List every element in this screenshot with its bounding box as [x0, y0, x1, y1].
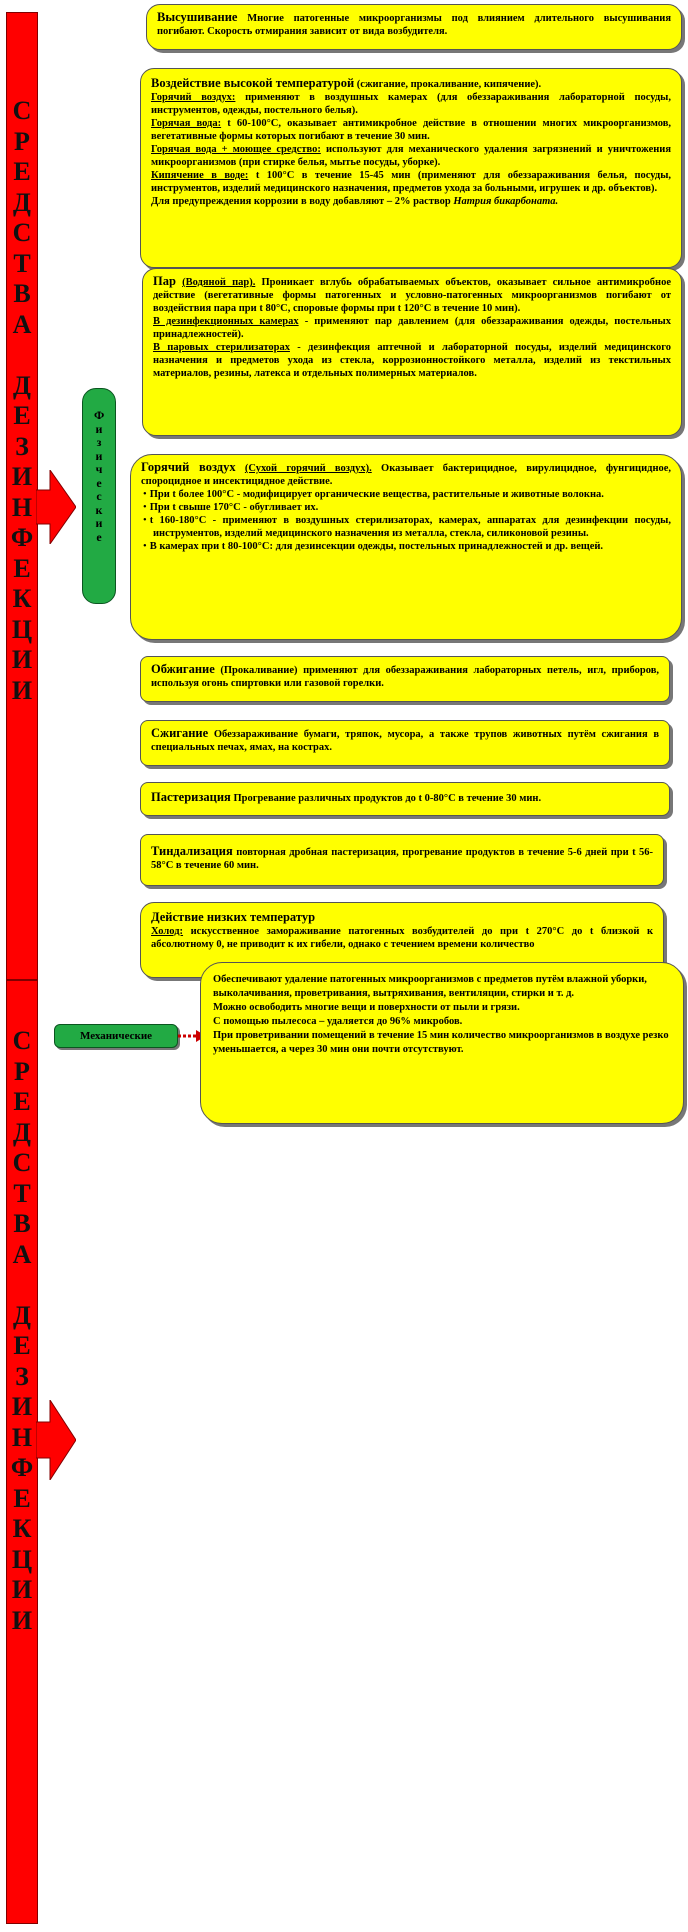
- corrosion-substance: Натрия бикарбоната.: [453, 196, 559, 207]
- box-drying-text: Многие патогенные микроорганизмы под влиянием длительного высушивания погибают. Скорость отмирания зависит от вида возбудителя.: [157, 13, 671, 37]
- disinfection-chambers-text: - применяют пар давлением (для обеззараживания одежды, постельных принадлежностей).: [153, 316, 672, 340]
- hot-water-text: t 60-100°С, оказывает антимикробное действие в отношении многих микроорганизмов, вегетативные формы которых погибают в течение 30 мин.: [151, 118, 672, 142]
- boiling-label: Кипячение в воде:: [151, 170, 249, 181]
- steam-sterilizers-label: В паровых стерилизаторах: [153, 342, 290, 353]
- category-mechanical: [54, 1024, 178, 1048]
- box-flaming-title: Обжигание: [151, 662, 215, 676]
- steam-text-1: Проникает вглубь обрабатываемых объектов, оказывает сильное антимикробное действие (вегетативные формы патогенных и условно-патогенных микроорганизмов погибают от воздействия пара при t 80°С, споровые формы при t 120°С в течение 10 мин).: [153, 277, 671, 314]
- box-steam-title: Пар: [153, 274, 176, 288]
- banner-top-label: С Р Е Д С Т В А Д Е З И Н Ф Е К Ц И И: [10, 96, 34, 705]
- box-tyndallization-text: повторная дробная пастеризация, прогревание продуктов в течение 5-6 дней при t 56-58°С в течение 60 мин.: [151, 847, 653, 871]
- box-pasteurization-text: Прогревание различных продуктов до t 0-80°С в течение 30 мин.: [233, 793, 542, 804]
- box-tyndallization: [140, 834, 664, 886]
- box-burning-title: Сжигание: [151, 726, 209, 740]
- steam-sterilizers-text: - дезинфекция аптечной и лабораторной посуды, изделий медицинского назначения и предметов ухода из стекла, коррозионностойкого металла, изделий из текстильных материалов, резины, латекса и отдельных полимерных материалов.: [153, 342, 671, 379]
- box-low-temp-title: Действие низких температур: [151, 910, 316, 924]
- dry-air-list: [141, 488, 671, 553]
- category-mechanical-label: Механические: [79, 1030, 153, 1042]
- hot-water-label: Горячая вода:: [151, 118, 222, 129]
- list-item: • В камерах при t 80-100°С: для дезинсекции одежды, постельных принадлежностей и др. вещей.: [153, 540, 671, 553]
- arrow-right-icon: [36, 1400, 76, 1480]
- box-pasteurization-title: Пастеризация: [151, 790, 231, 804]
- hot-water-plus-text: используют для механического удаления загрязнений и уничтожения микроорганизмов (при стирке белья, мытье посуды, уборке).: [151, 144, 672, 168]
- box-high-temp-note: (сжигание, прокаливание, кипячение).: [356, 79, 542, 90]
- corrosion-text: Для предупреждения коррозии в воду добавляют – 2% раствор: [151, 196, 451, 207]
- list-item: • При t более 100°С - модифицирует органические вещества, растительные и животные волокна.: [153, 488, 671, 501]
- hot-air-text: применяют в воздушных камерах (для обеззараживания лабораторной посуды, инструментов, одежды, постельного белья).: [151, 92, 671, 116]
- category-physical: [82, 388, 116, 604]
- box-burning-text: Обеззараживание бумаги, тряпок, мусора, а также трупов животных путём сжигания в специальных печах, ямах, на кострах.: [151, 729, 660, 753]
- box-dry-air-note: (Сухой горячий воздух).: [244, 463, 372, 474]
- box-flaming-text: (Прокаливание) применяют для обеззараживания лабораторных петель, игл, приборов, используя огонь спиртовки или газовой горелки.: [151, 665, 659, 689]
- category-physical-label: Физические: [94, 408, 105, 544]
- box-drying-title: Высушивание: [157, 10, 238, 24]
- hot-water-plus-label: Горячая вода + моющее средство:: [151, 144, 321, 155]
- cold-label: Холод:: [151, 926, 184, 937]
- banner-bottom-label: С Р Е Д С Т В А Д Е З И Н Ф Е К Ц И И: [10, 1026, 34, 1635]
- mechanical-line-4: При проветривании помещений в течение 15 мин количество микроорганизмов в воздухе резко уменьшается, а через 30 мин они почти отсутствуют.: [213, 1030, 669, 1055]
- box-mechanical: [200, 962, 684, 1124]
- mechanical-line-1: Обеспечивают удаление патогенных микроорганизмов с предметов путём влажной уборки, выколачивания, проветривания, вытряхивания, вентиляции, стирки и т. д.: [213, 974, 647, 999]
- mechanical-line-3: С помощью пылесоса – удаляется до 96% микробов.: [213, 1016, 463, 1027]
- box-high-temperature: [140, 68, 682, 268]
- hot-air-label: Горячий воздух:: [151, 92, 236, 103]
- box-flaming: [140, 656, 670, 702]
- disinfection-chambers-label: В дезинфекционных камерах: [153, 316, 299, 327]
- mechanical-line-2: Можно освободить многие вещи и поверхности от пыли и грязи.: [213, 1002, 520, 1013]
- box-tyndallization-title: Тиндализация: [151, 844, 233, 858]
- box-high-temp-title: Воздействие высокой температурой: [151, 76, 355, 90]
- list-item: • При t свыше 170°С - обугливает их.: [153, 501, 671, 514]
- box-dry-air-title: Горячий воздух: [141, 460, 236, 474]
- box-dry-air: [130, 454, 682, 640]
- box-burning: [140, 720, 670, 766]
- box-low-temp-text: искусственное замораживание патогенных возбудителей до при t 270°С до t близкой к абсолютному 0, не приводит к их гибели, однако с течением времени количество: [151, 926, 653, 950]
- box-steam-note: (Водяной пар).: [182, 277, 256, 288]
- boiling-text: t 100°С в течение 15-45 мин (применяют для обеззараживания белья, посуды, инструментов, изделий медицинского назначения, предметов ухода за больными, игрушек и др. объектов).: [151, 170, 672, 194]
- list-item: • t 160-180°С - применяют в воздушных стерилизаторах, камерах, аппаратах для дезинфекции посуды, инструментов, изделий медицинского назначения из металла, стекла, силиконовой резины.: [153, 514, 671, 540]
- left-banner-top-text: [6, 96, 38, 706]
- left-banner-bottom-text: [6, 1026, 38, 1636]
- arrow-right-icon: [36, 470, 76, 544]
- box-pasteurization: [140, 782, 670, 816]
- box-dry-air-intro: Оказывает бактерицидное, вирулицидное, фунгицидное, спороцидное и инсектицидное действие.: [141, 463, 672, 487]
- box-steam: [142, 268, 682, 436]
- box-drying: [146, 4, 682, 50]
